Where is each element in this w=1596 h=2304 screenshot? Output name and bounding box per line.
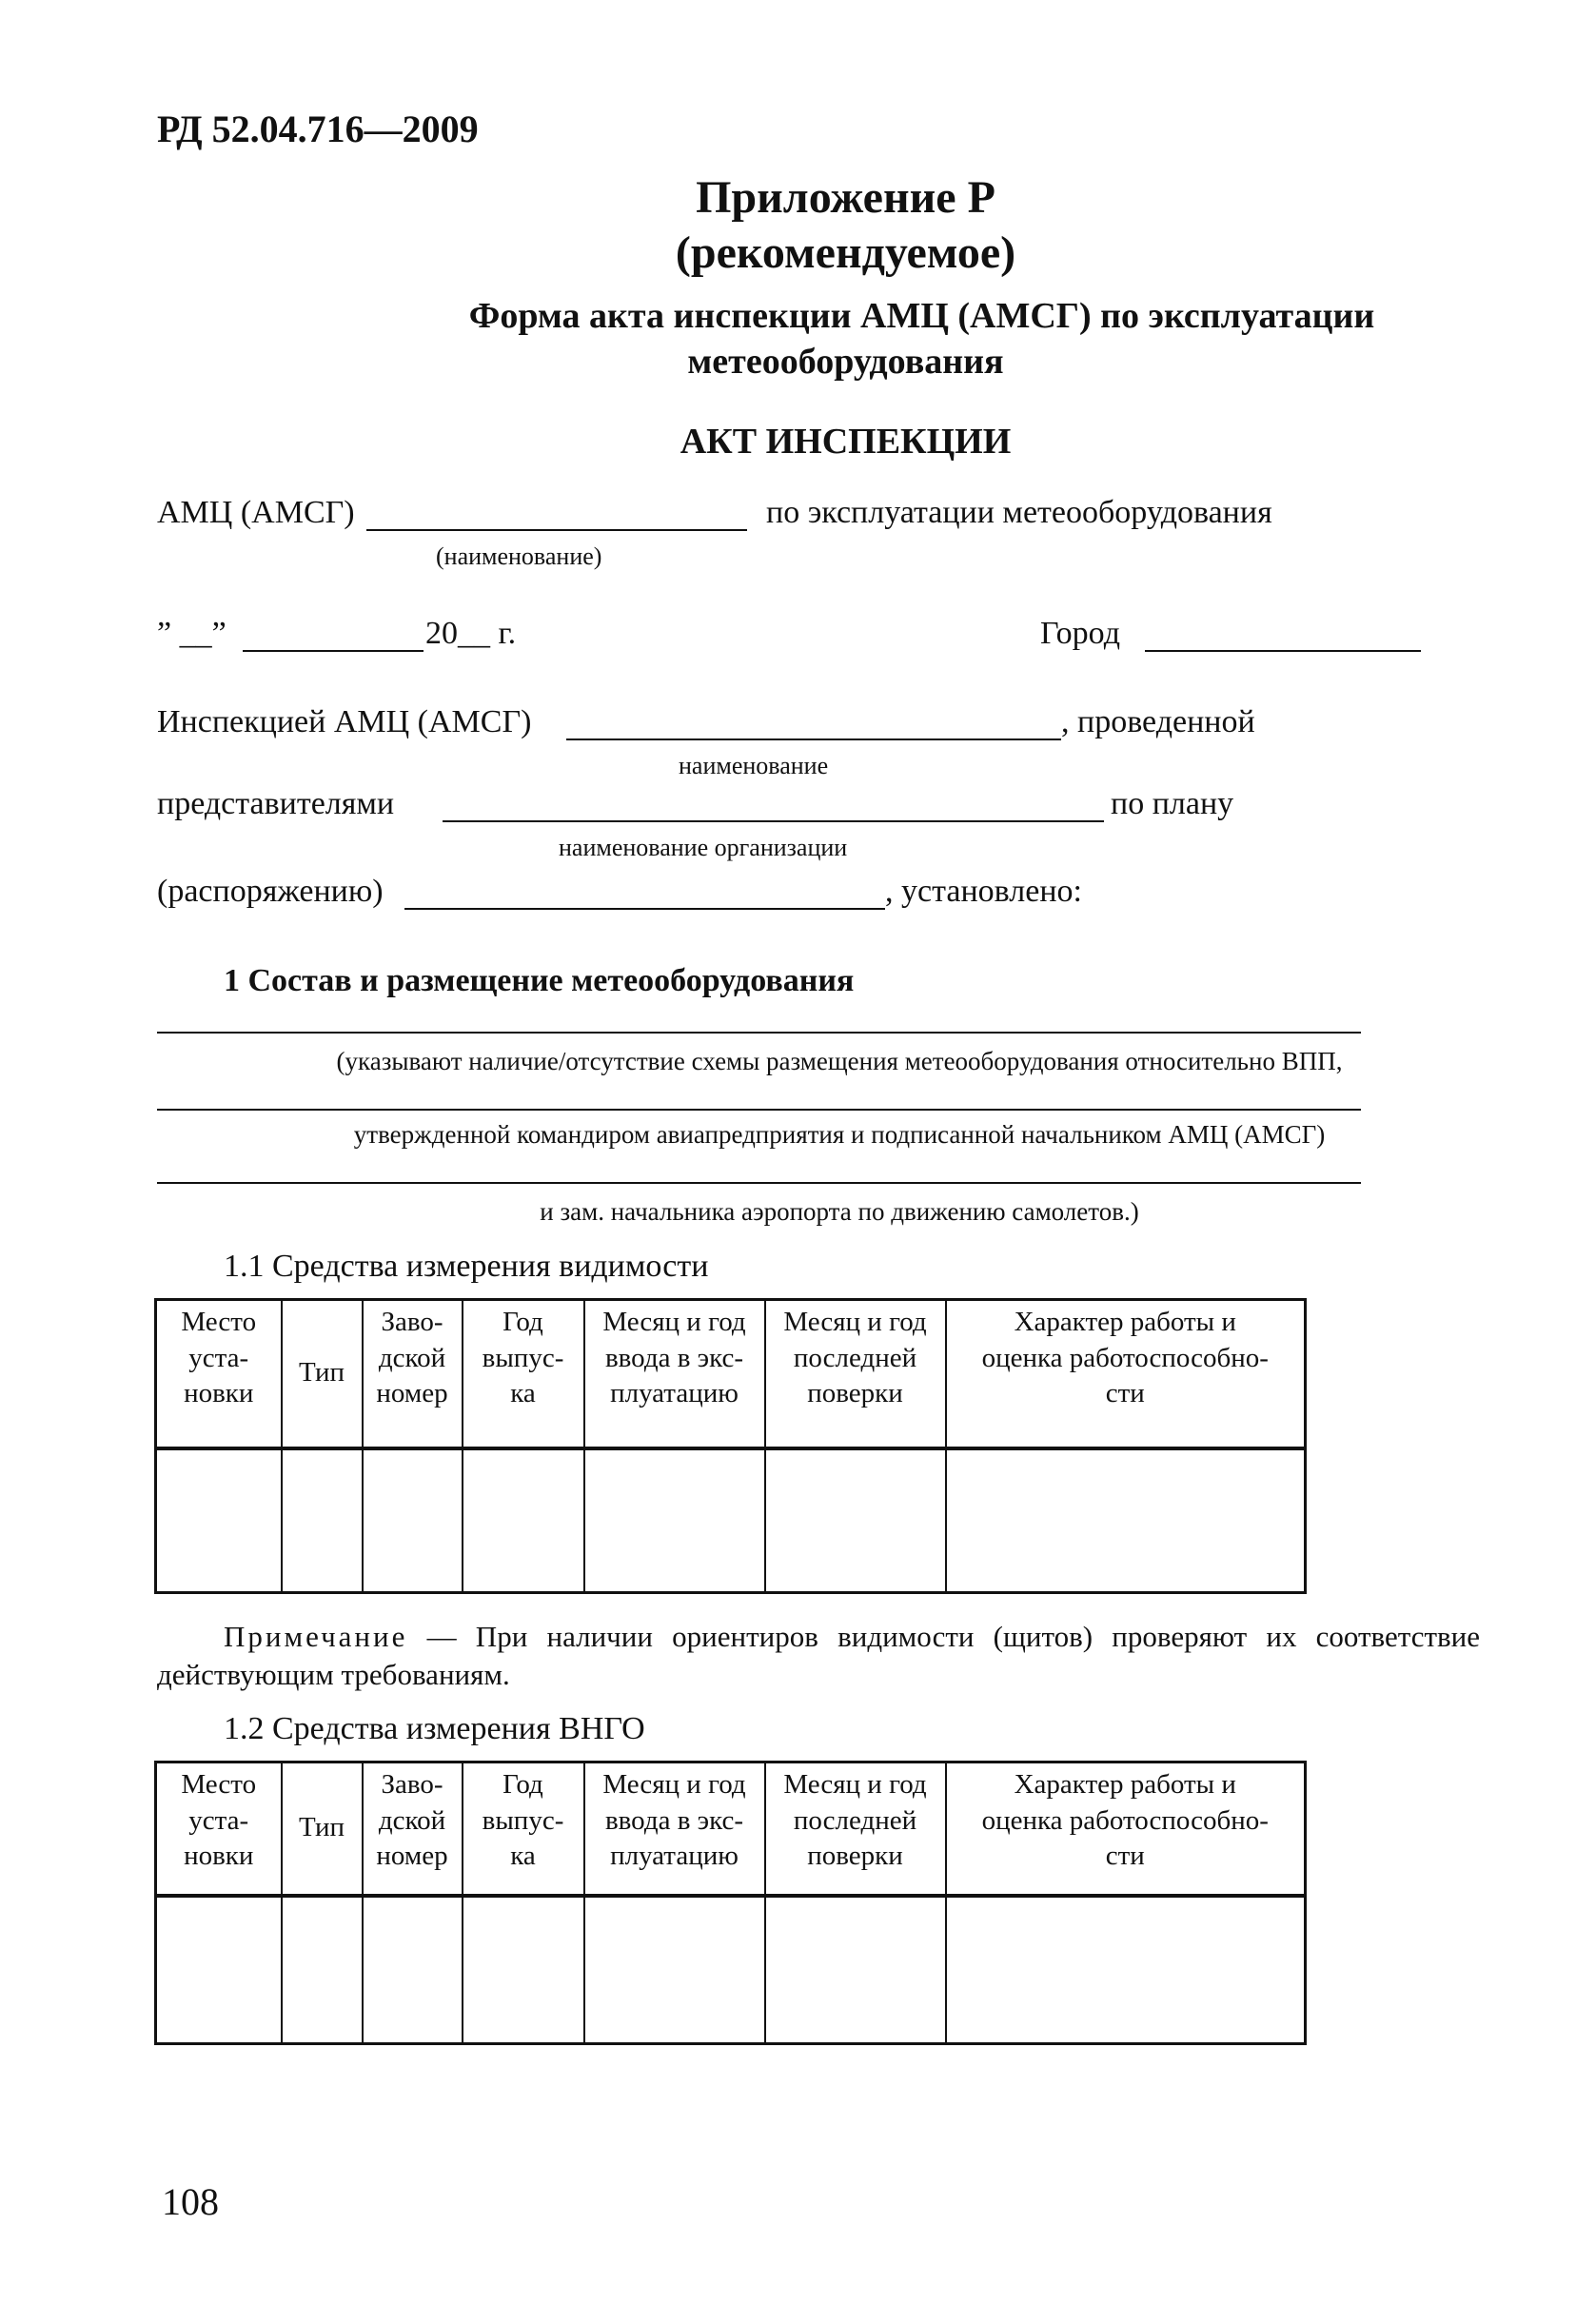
amc-caption: (наименование) [436,542,602,570]
reps-org-field[interactable] [443,820,1104,822]
table-cell[interactable] [463,1896,584,2044]
col-condition-header: Характер работы и оценка работоспособно- сти [946,1300,1306,1448]
table-cell[interactable] [282,1448,363,1593]
section-1-caption-1: (указывают наличие/отсутствие схемы размещения метеооборудования относительно ВПП, [336,1047,1343,1075]
table-cell[interactable] [363,1448,463,1593]
date-month-field[interactable] [243,650,424,652]
amc-suffix: по эксплуатации метеооборудования [766,495,1272,530]
city-label: Город [1040,616,1120,651]
subsection-1-1-title: 1.1 Средства измерения видимости [224,1249,709,1284]
act-title: АКТ ИНСПЕКЦИИ [680,422,1012,462]
col-type-header: Тип [282,1300,363,1448]
note-label: Примечание [224,1620,408,1653]
note-text: — При наличии ориентиров видимости (щитов) проверяют их соответствие действующим требованиям. [157,1620,1480,1691]
reps-label: представителями [157,786,395,821]
section-1-caption-3: и зам. начальника аэропорта по движению самолетов.) [540,1197,1139,1226]
inspection-label: Инспекцией АМЦ (АМСГ) [157,704,532,739]
document-code: РД 52.04.716—2009 [157,108,479,150]
table-cell[interactable] [282,1896,363,2044]
section-1-caption-2: утвержденной командиром авиапредприятия и подписанной начальником АМЦ (АМСГ) [353,1120,1326,1149]
table-cell[interactable] [156,1448,282,1593]
table-cell[interactable] [946,1448,1306,1593]
table-cell[interactable] [765,1448,946,1593]
order-field[interactable] [404,908,885,910]
form-title-line-2: метеооборудования [687,342,1004,382]
section-1-line-1[interactable] [157,1032,1361,1034]
table-cell[interactable] [584,1896,765,2044]
table-cell[interactable] [765,1896,946,2044]
inspection-suffix: , проведенной [1061,704,1255,739]
col-serial-header: Заво- дской номер [363,1762,463,1896]
table-cell[interactable] [946,1896,1306,2044]
col-serial-header: Заво- дской номер [363,1300,463,1448]
form-title-line-1: Форма акта инспекции АМЦ (АМСГ) по эксплуатации [468,296,1375,336]
table-row [156,1896,1306,2044]
col-year-header: Год выпус- ка [463,1300,584,1448]
appendix-title: Приложение Р [696,172,995,223]
table-cell[interactable] [363,1896,463,2044]
section-1-title: 1 Состав и размещение метеооборудования [224,963,855,998]
col-verification-header: Месяц и год последней поверки [765,1762,946,1896]
order-suffix: , установлено: [885,874,1082,909]
col-year-header: Год выпус- ка [463,1762,584,1896]
inspection-caption: наименование [679,752,829,779]
subsection-1-2-title: 1.2 Средства измерения ВНГО [224,1711,645,1746]
col-location-header: Место уста- новки [156,1762,282,1896]
date-quote: ” __” [157,616,227,651]
col-commission-header: Месяц и год ввода в экс- плуатацию [584,1300,765,1448]
page-number: 108 [162,2180,219,2223]
cloud-base-table [154,1761,1307,2045]
col-location-header: Место уста- новки [156,1300,282,1448]
table-header-row [156,1300,1306,1448]
col-commission-header: Месяц и год ввода в экс- плуатацию [584,1762,765,1896]
col-type-header: Тип [282,1762,363,1896]
note-paragraph [157,1618,1480,1693]
visibility-table [154,1298,1307,1594]
table-cell[interactable] [584,1448,765,1593]
table-row [156,1448,1306,1593]
section-1-line-2[interactable] [157,1109,1361,1111]
col-condition-header: Характер работы и оценка работоспособно- сти [946,1762,1306,1896]
reps-suffix: по плану [1111,786,1234,821]
section-1-line-3[interactable] [157,1182,1361,1184]
inspection-name-field[interactable] [566,738,1061,740]
amc-label: АМЦ (АМСГ) [157,495,355,530]
date-year: 20__ г. [425,616,517,651]
order-label: (распоряжению) [157,874,384,909]
table-header-row [156,1762,1306,1896]
reps-caption: наименование организации [559,834,848,861]
table-cell[interactable] [156,1896,282,2044]
table-cell[interactable] [463,1448,584,1593]
city-field[interactable] [1145,650,1421,652]
appendix-status: (рекомендуемое) [675,227,1016,278]
col-verification-header: Месяц и год последней поверки [765,1300,946,1448]
amc-name-field[interactable] [366,529,747,531]
